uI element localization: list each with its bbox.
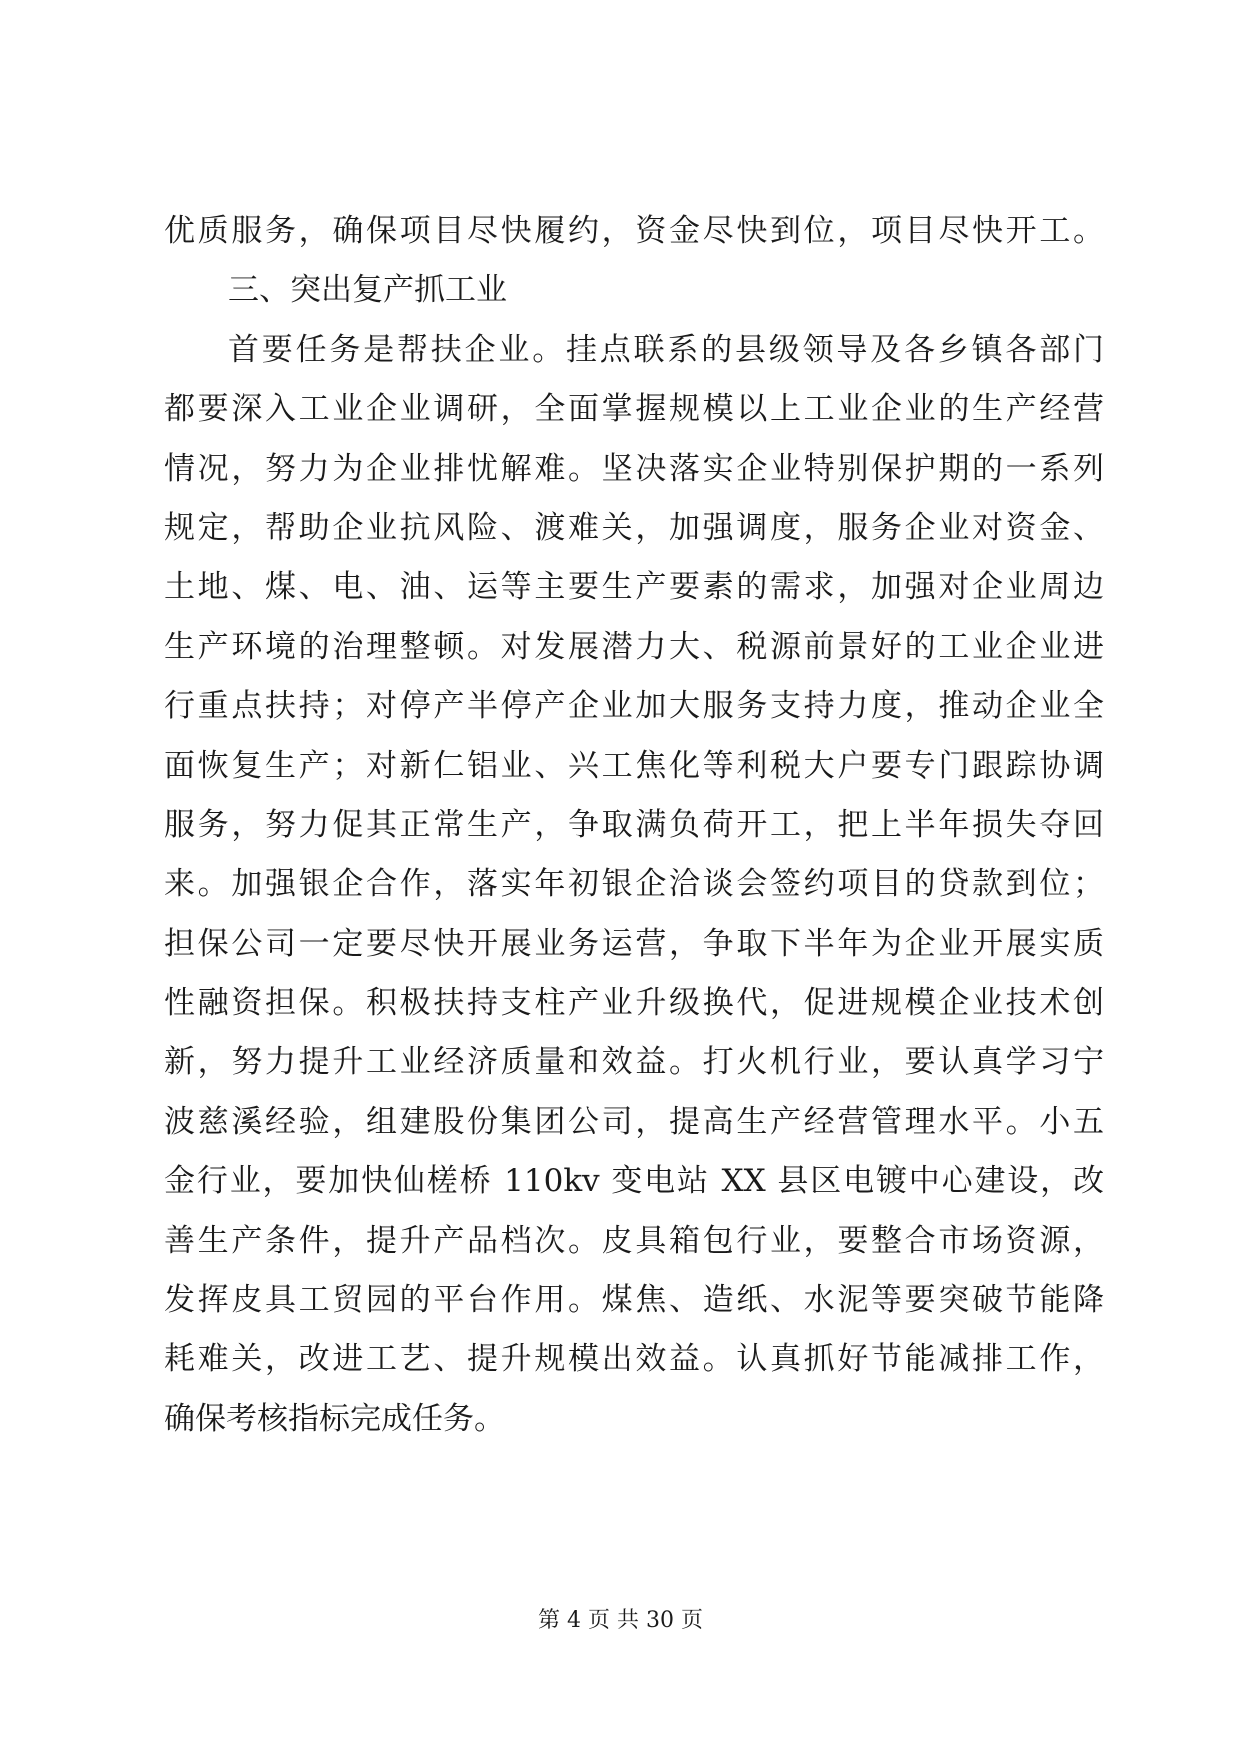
body-line: 服务，努力促其正常生产，争取满负荷开工，把上半年损失夺回 xyxy=(164,806,1104,843)
body-line: 面恢复生产；对新仁铝业、兴工焦化等利税大户要专门跟踪协调 xyxy=(164,747,1104,784)
body-line: 新，努力提升工业经济质量和效益。打火机行业，要认真学习宁 xyxy=(164,1044,1104,1081)
body-line: 都要深入工业企业调研，全面掌握规模以上工业企业的生产经营 xyxy=(164,391,1104,428)
body-line: 金行业，要加快仙槎桥 110kv 变电站 XX 县区电镀中心建设，改 xyxy=(164,1163,1104,1200)
page-number-footer: 第 4 页 共 30 页 xyxy=(538,1608,703,1633)
body-line: 波慈溪经验，组建股份集团公司，提高生产经营管理水平。小五 xyxy=(164,1103,1104,1140)
body-line: 担保公司一定要尽快开展业务运营，争取下半年为企业开展实质 xyxy=(164,925,1104,962)
body-line: 确保考核指标完成任务。 xyxy=(164,1400,505,1437)
body-line: 行重点扶持；对停产半停产企业加大服务支持力度，推动企业全 xyxy=(164,688,1104,725)
body-line: 生产环境的治理整顿。对发展潜力大、税源前景好的工业企业进 xyxy=(164,628,1104,665)
section-heading: 三、突出复产抓工业 xyxy=(228,272,507,309)
body-line: 优质服务，确保项目尽快履约，资金尽快到位，项目尽快开工。 xyxy=(164,213,1104,249)
body-line: 善生产条件，提升产品档次。皮具箱包行业，要整合市场资源， xyxy=(164,1222,1104,1259)
body-line: 性融资担保。积极扶持支柱产业升级换代，促进规模企业技术创 xyxy=(164,985,1104,1022)
body-line: 情况，努力为企业排忧解难。坚决落实企业特别保护期的一系列 xyxy=(164,450,1104,487)
paragraph-first-line: 首要任务是帮扶企业。挂点联系的县级领导及各乡镇各部门 xyxy=(228,331,1104,368)
body-line: 规定，帮助企业抗风险、渡难关，加强调度，服务企业对资金、 xyxy=(164,509,1104,546)
document-body xyxy=(164,202,1104,1449)
body-line: 发挥皮具工贸园的平台作用。煤焦、造纸、水泥等要突破节能降 xyxy=(164,1282,1104,1319)
body-line: 土地、煤、电、油、运等主要生产要素的需求，加强对企业周边 xyxy=(164,569,1104,606)
body-line: 耗难关，改进工艺、提升规模出效益。认真抓好节能减排工作， xyxy=(164,1341,1104,1378)
body-line: 来。加强银企合作，落实年初银企洽谈会签约项目的贷款到位； xyxy=(164,866,1104,903)
